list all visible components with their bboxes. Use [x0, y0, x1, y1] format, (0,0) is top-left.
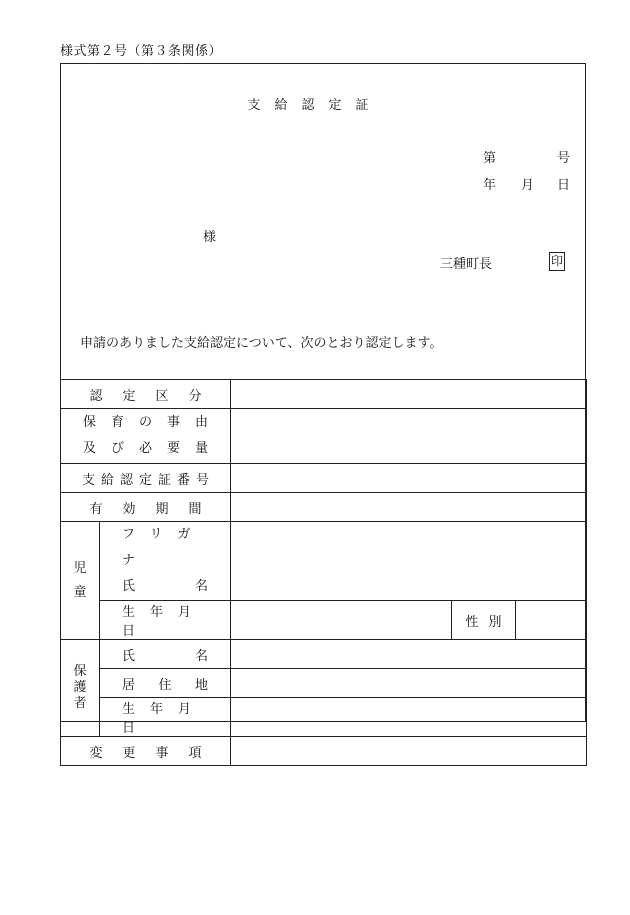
- number-prefix: 第: [483, 151, 497, 166]
- table-row: [61, 493, 587, 522]
- name-label-first: 氏: [122, 579, 136, 594]
- form-number-label: 様式第２号（第３条関係）: [60, 44, 223, 59]
- certificate-title: 支給認定証: [247, 98, 383, 113]
- table-row: [61, 698, 587, 737]
- address-char-1: 居: [122, 677, 136, 693]
- child-group-text: 児童: [73, 560, 87, 600]
- name-label-last: 名: [194, 579, 208, 594]
- child-group-label: [61, 522, 100, 640]
- table-row: [61, 409, 587, 464]
- table-row: [61, 380, 587, 409]
- date-day: 日: [557, 178, 571, 193]
- reason-value: [231, 409, 587, 464]
- name-label-row: [122, 574, 208, 600]
- recipient-suffix: 様: [203, 230, 217, 245]
- furigana-label: フリガナ: [122, 527, 206, 568]
- guardian-name-first: 氏: [122, 648, 136, 664]
- address-label-row: [122, 674, 208, 693]
- certificate-table: [60, 379, 587, 766]
- date-month: 月: [521, 178, 535, 193]
- guardian-group-text: 保護者: [73, 664, 87, 711]
- reason-label-line1: 保育の事由: [83, 415, 224, 430]
- guardian-group-label: [61, 640, 100, 737]
- number-suffix: 号: [557, 151, 571, 166]
- date-year: 年: [483, 178, 497, 193]
- child-name-value: [231, 522, 587, 601]
- child-birthdate-value: [231, 601, 452, 640]
- guardian-name-label: [100, 640, 231, 669]
- sex-label: 性別: [452, 601, 516, 640]
- table-row: [61, 737, 587, 766]
- guardian-name-last: 名: [194, 648, 208, 664]
- changes-value: [231, 737, 587, 766]
- address-char-3: 地: [194, 677, 208, 693]
- address-value: [231, 669, 587, 698]
- guardian-birthdate-label: 生年月日: [100, 698, 231, 737]
- reason-label-line2: 及び必要量: [83, 441, 224, 456]
- validity-value: [231, 493, 587, 522]
- category-value: [231, 380, 587, 409]
- sex-value: [516, 601, 587, 640]
- certification-statement: 申請のありました支給認定について、次のとおり認定します。: [80, 336, 443, 351]
- category-label: 認定区分: [61, 380, 231, 409]
- cert-number-value: [231, 464, 587, 493]
- issuer-name: 三種町長: [440, 257, 493, 272]
- changes-label: 変更事項: [61, 737, 231, 766]
- guardian-name-row: [122, 645, 208, 664]
- guardian-name-value: [231, 640, 587, 669]
- table-row: [61, 601, 587, 640]
- address-char-2: 住: [158, 677, 172, 693]
- table-row: [61, 522, 587, 601]
- validity-label: 有効期間: [61, 493, 231, 522]
- table-row: [61, 669, 587, 698]
- cert-number-label: 支給認定証番号: [61, 464, 231, 493]
- child-name-label: [100, 522, 231, 601]
- address-label: [100, 669, 231, 698]
- guardian-birthdate-value: [231, 698, 587, 737]
- seal-mark: 印: [549, 252, 565, 271]
- child-birthdate-label: 生年月日: [100, 601, 231, 640]
- reason-label: [61, 409, 231, 464]
- table-row: [61, 640, 587, 669]
- table-row: [61, 464, 587, 493]
